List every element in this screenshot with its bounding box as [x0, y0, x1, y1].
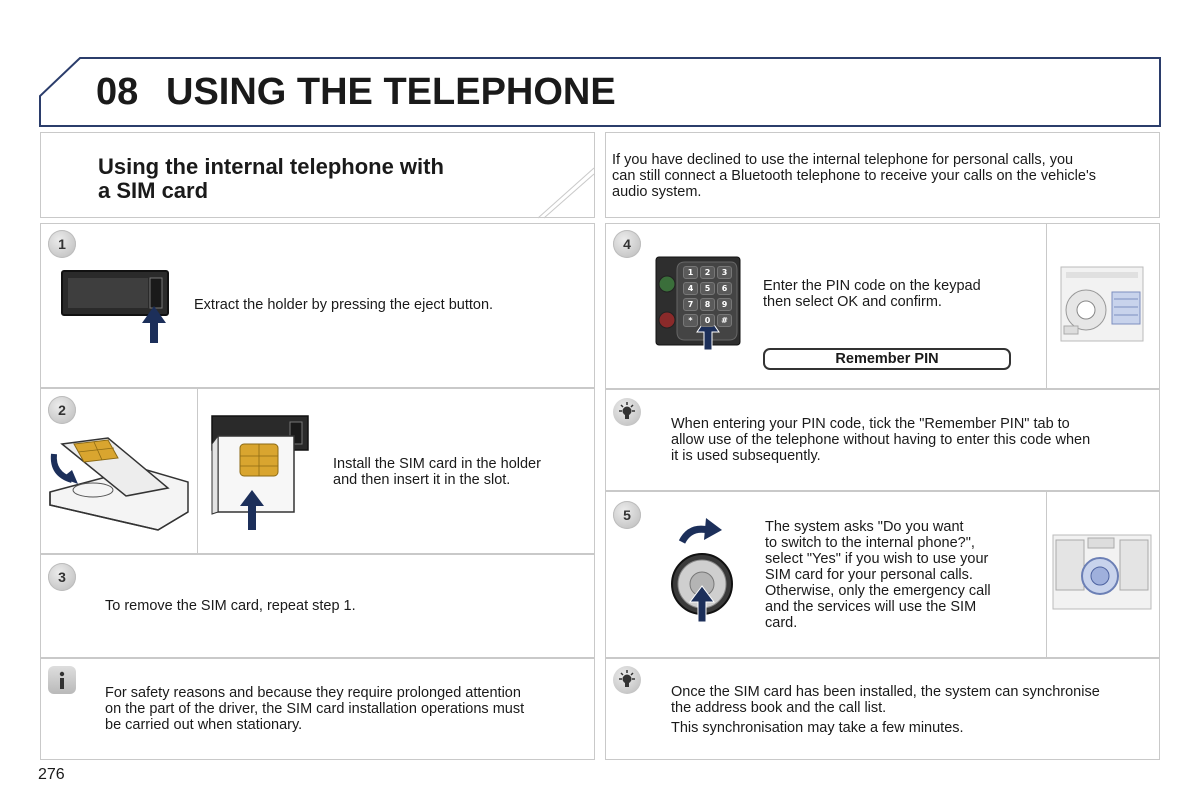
remember-pin-button[interactable]: Remember PIN	[763, 348, 1011, 370]
keypad-key: *	[683, 314, 698, 327]
radio-dial-illustration	[1052, 534, 1152, 610]
step-2-text-line2: and then insert it in the slot.	[333, 472, 511, 488]
sim-slot-eject-illustration	[60, 268, 172, 348]
control-dial-illustration	[668, 516, 740, 624]
keypad-key: 4	[683, 282, 698, 295]
keypad-keys	[683, 266, 737, 330]
step-5-text-line2: to switch to the internal phone?",	[765, 535, 975, 551]
sync-tip-extra: This synchronisation may take a few minutes.	[671, 720, 964, 736]
section-title-line1: Using the internal telephone with	[98, 154, 444, 179]
sim-card-holder-illustration	[48, 430, 193, 535]
radio-display-illustration	[1060, 266, 1144, 342]
intro-text-line1: If you have declined to use the internal telephone for personal calls, you	[612, 152, 1074, 168]
sync-tip-line1: Once the SIM card has been installed, the system can synchronise	[671, 684, 1100, 700]
pin-tip-line3: it is used subsequently.	[671, 448, 821, 464]
pin-tip-line1: When entering your PIN code, tick the "Remember PIN" tab to	[671, 416, 1070, 432]
keypad-key: 7	[683, 298, 698, 311]
info-text-line2: on the part of the driver, the SIM card installation operations must	[105, 701, 525, 717]
info-icon	[48, 666, 76, 694]
step-1-text: Extract the holder by pressing the eject button.	[194, 297, 494, 313]
keypad-key: 3	[717, 266, 732, 279]
info-text-line3: be carried out when stationary.	[105, 717, 303, 733]
step-5-divider	[1046, 492, 1047, 657]
pin-tip-line2: allow use of the telephone without having to enter this code when	[671, 432, 1091, 448]
page-title: USING THE TELEPHONE	[166, 71, 616, 113]
keypad-key: 2	[700, 266, 715, 279]
step-2-badge: 2	[48, 396, 76, 424]
keypad-key: 5	[700, 282, 715, 295]
section-title-corner	[530, 160, 596, 220]
step-5-text-line7: card.	[765, 615, 798, 631]
sync-tip-line2: the address book and the call list.	[671, 700, 887, 716]
step-5-text-line5: Otherwise, only the emergency call	[765, 583, 991, 599]
keypad-key: 6	[717, 282, 732, 295]
keypad-key: 1	[683, 266, 698, 279]
chapter-number: 08	[96, 71, 139, 113]
step-4-divider	[1046, 224, 1047, 388]
section-title-line2: a SIM card	[98, 178, 209, 203]
step-2-text-line1: Install the SIM card in the holder	[333, 456, 541, 472]
intro-text-line2: can still connect a Bluetooth telephone to receive your calls on the vehicle's	[612, 168, 1096, 184]
sim-insert-illustration	[210, 414, 310, 532]
step-5-badge: 5	[613, 501, 641, 529]
step-3-text: To remove the SIM card, repeat step 1.	[105, 598, 356, 614]
step-1-badge: 1	[48, 230, 76, 258]
keypad-key: #	[717, 314, 732, 327]
step-4-text-line2: then select OK and confirm.	[763, 294, 942, 310]
intro-text-line3: audio system.	[612, 184, 702, 200]
info-text-line1: For safety reasons and because they require prolonged attention	[105, 685, 521, 701]
step-2-divider	[197, 389, 198, 553]
step-4-badge: 4	[613, 230, 641, 258]
keypad-key: 0	[700, 314, 715, 327]
keypad-key: 9	[717, 298, 732, 311]
lightbulb-tip-icon	[613, 398, 641, 426]
step-5-text-line3: select "Yes" if you wish to use your	[765, 551, 989, 567]
keypad-key: 8	[700, 298, 715, 311]
step-3-badge: 3	[48, 563, 76, 591]
step-5-text-line4: SIM card for your personal calls.	[765, 567, 973, 583]
step-5-text-line1: The system asks "Do you want	[765, 519, 964, 535]
step-4-text-line1: Enter the PIN code on the keypad	[763, 278, 981, 294]
step-5-text-line6: and the services will use the SIM	[765, 599, 977, 615]
page-number: 276	[38, 766, 65, 783]
lightbulb-tip-icon	[613, 666, 641, 694]
